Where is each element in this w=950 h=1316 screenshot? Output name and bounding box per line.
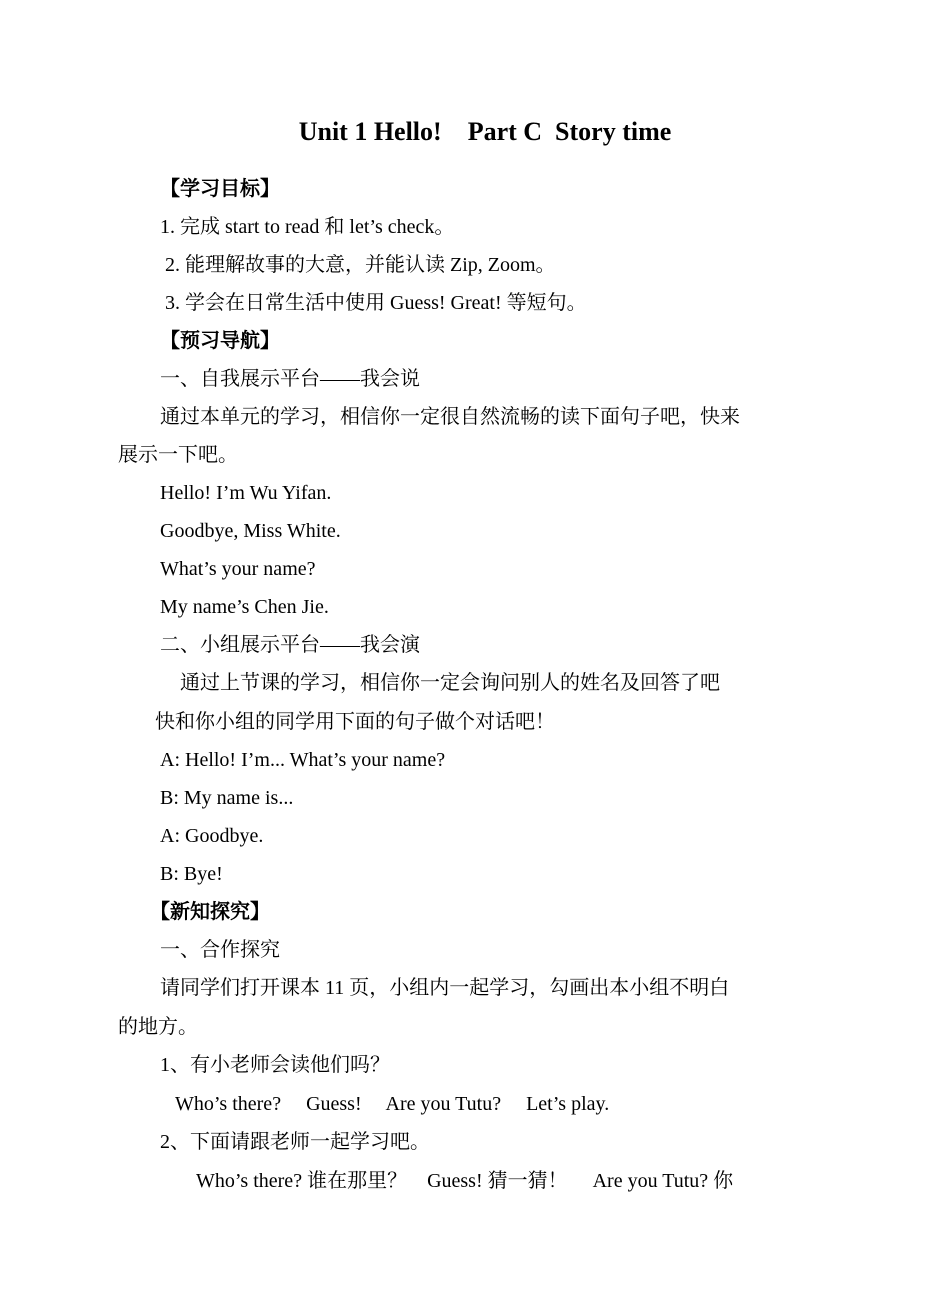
dialog-line-4: B: Bye! bbox=[160, 863, 223, 885]
dialog-line-3: A: Goodbye. bbox=[160, 825, 264, 847]
question-2-phrases: Who’s there? 谁在那里？ Guess! 猜一猜！ Are you Tutu? 你 bbox=[196, 1170, 734, 1192]
dialog-line-2: B: My name is... bbox=[160, 787, 294, 809]
question-2: 2、下面请跟老师一起学习吧。 bbox=[160, 1131, 430, 1153]
preview-1-text: 通过本单元的学习，相信你一定很自然流畅的读下面句子吧，快来 bbox=[160, 406, 740, 428]
sentence-1: Hello! I’m Wu Yifan. bbox=[160, 482, 332, 504]
page-title: Unit 1 Hello! Part C Story time bbox=[298, 117, 672, 146]
goal-item-3: 3. 学会在日常生活中使用 Guess! Great! 等短句。 bbox=[160, 292, 587, 314]
preview-heading: 【预习导航】 bbox=[160, 330, 280, 352]
goal-item-2: 2. 能理解故事的大意，并能认读 Zip, Zoom。 bbox=[160, 254, 556, 276]
sentence-4: My name’s Chen Jie. bbox=[160, 596, 329, 618]
preview-2-title: 二、小组展示平台——我会演 bbox=[160, 634, 420, 656]
question-1: 1、有小老师会读他们吗？ bbox=[160, 1054, 390, 1076]
preview-1-text-continued: 展示一下吧。 bbox=[118, 444, 238, 466]
new-1-text: 请同学们打开课本 11 页，小组内一起学习，勾画出本小组不明白 bbox=[160, 977, 730, 999]
preview-1-title: 一、自我展示平台——我会说 bbox=[160, 368, 420, 390]
sentence-2: Goodbye, Miss White. bbox=[160, 520, 341, 542]
preview-2-text: 通过上节课的学习，相信你一定会询问别人的姓名及回答了吧 bbox=[160, 672, 720, 694]
goal-item-1: 1. 完成 start to read 和 let’s check。 bbox=[160, 216, 455, 238]
dialog-line-1: A: Hello! I’m... What’s your name? bbox=[160, 749, 446, 771]
preview-2-text-continued: 快和你小组的同学用下面的句子做个对话吧！ bbox=[155, 711, 555, 733]
goals-heading: 【学习目标】 bbox=[160, 178, 280, 200]
new-1-text-continued: 的地方。 bbox=[118, 1016, 198, 1038]
sentence-3: What’s your name? bbox=[160, 558, 316, 580]
question-1-phrases: Who’s there? Guess! Are you Tutu? Let’s play. bbox=[175, 1093, 610, 1115]
new-1-title: 一、合作探究 bbox=[160, 939, 280, 961]
new-knowledge-heading: 【新知探究】 bbox=[150, 901, 270, 923]
